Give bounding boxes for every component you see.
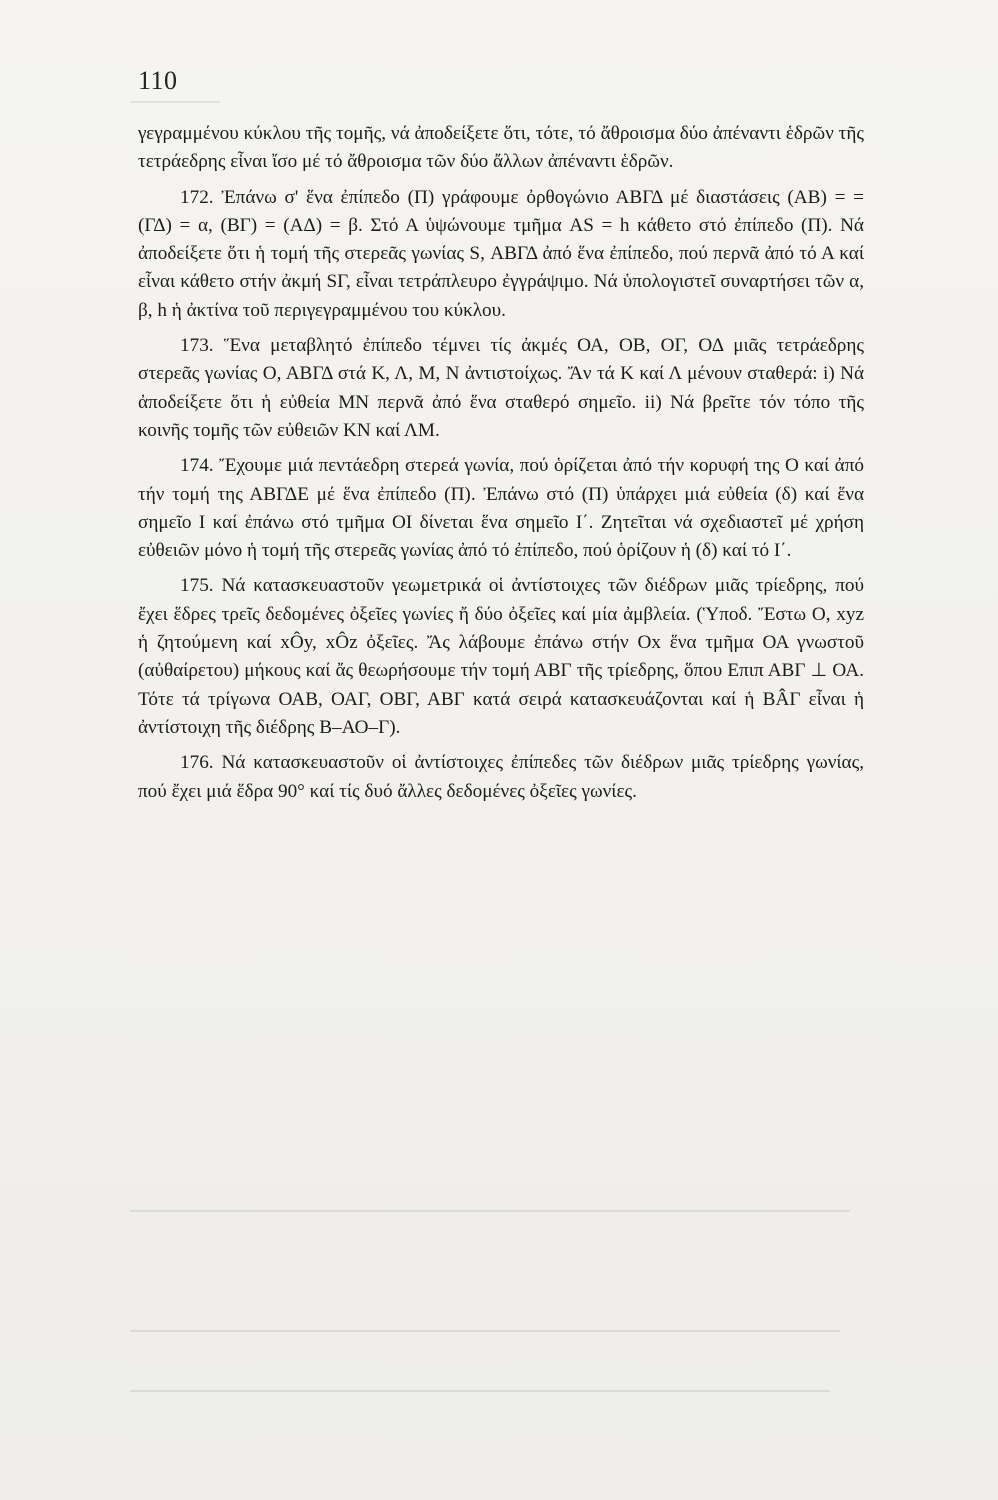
bleed-through-mark — [130, 1390, 830, 1392]
exercise-172: 172. Ἐπάνω σ' ἕνα ἐπίπεδο (Π) γράφουμε ὀρθογώνιο ΑΒΓΔ μέ διαστάσεις (ΑΒ) = = (ΓΔ) = α, (ΒΓ) = (ΑΔ) = β. Στό Α ὑψώνουμε τμῆμα AS = h κάθετο στό ἐπίπεδο (Π). Νά ἀποδείξετε ὅτι ἡ τομή τῆς στερεᾶς γωνίας S, ΑΒΓΔ ἀπό ἕνα ἐπίπεδο, πού περνᾶ ἀπό τό Α καί εἶναι κάθετο στήν ἀκμή SΓ, εἶναι τετράπλευρο ἐγγράψιμο. Νά ὑπολογιστεῖ συναρτήσει τῶν α, β, h ἡ ἀκτίνα τοῦ περιγεγραμμένου του κύκλου. — [138, 186, 864, 321]
exercise-173: 173. Ἕνα μεταβλητό ἐπίπεδο τέμνει τίς ἀκμές ΟΑ, ΟΒ, ΟΓ, ΟΔ μιᾶς τετράεδρης στερεᾶς γωνίας Ο, ΑΒΓΔ στά Κ, Λ, Μ, Ν ἀντιστοίχως. Ἄν τά Κ καί Λ μένουν σταθερά: i) Νά ἀποδείξετε ὅτι ἡ εὐθεία ΜΝ περνᾶ ἀπό ἕνα σταθερό σημεῖο. ii) Νά βρεῖτε τόν τόπο τῆς κοινῆς τομῆς τῶν εὐθειῶν ΚΝ καί ΛΜ. — [138, 335, 864, 441]
exercise-175: 175. Νά κατασκευαστοῦν γεωμετρικά οἱ ἀντίστοιχες τῶν διέδρων μιᾶς τρίεδρης, πού ἔχει ἕδρες τρεῖς δεδομένες ὀξεῖες γωνίες ἤ δύο ὀξεῖες καί μία ἀμβλεία. (Ὑποδ. Ἔστω Ο, xyz ἡ ζητούμενη καί xÔy, xÔz ὀξεῖες. Ἄς λάβουμε ἐπάνω στήν Οx ἕνα τμῆμα ΟΑ γνωστοῦ (αὐθαίρετου) μήκους καί ἄς θεωρήσουμε τήν τομή ΑΒΓ τῆς τρίεδρης, ὅπου Επιπ ΑΒΓ ⊥ ΟΑ. Τότε τά τρίγωνα ΟΑΒ, ΟΑΓ, ΟΒΓ, ΑΒΓ κατά σειρά κατασκευάζονται καί ἡ ΒÂΓ εἶναι ἡ ἀντίστοιχη τῆς διέδρης Β–ΑΟ–Γ). — [138, 575, 864, 738]
page-body — [138, 120, 864, 813]
bleed-through-mark — [130, 1210, 850, 1212]
bleed-through-mark — [130, 101, 220, 103]
bleed-through-mark — [130, 1330, 840, 1332]
exercise-174: 174. Ἔχουμε μιά πεντάεδρη στερεά γωνία, πού ὁρίζεται ἀπό τήν κορυφή της Ο καί ἀπό τήν τομή της ΑΒΓΔΕ μέ ἕνα ἐπίπεδο (Π). Ἐπάνω στό (Π) ὑπάρχει μιά εὐθεία (δ) καί ἕνα σημεῖο Ι καί ἐπάνω στό τμῆμα ΟΙ δίνεται ἕνα σημεῖο Ι΄. Ζητεῖται νά σχεδιαστεῖ μέ χρήση εὐθειῶν μόνο ἡ τομή τῆς στερεᾶς γωνίας ἀπό τό ἐπίπεδο, πού ὁρίζουν ἡ (δ) καί τό Ι΄. — [138, 455, 864, 562]
paragraph-continuation: γεγραμμένου κύκλου τῆς τομῆς, νά ἀποδείξετε ὅτι, τότε, τό ἄθροισμα δύο ἀπέναντι ἑδρῶν τῆς τετράεδρης εἶναι ἴσο μέ τό ἄθροισμα τῶν δύο ἄλλων ἀπέναντι ἑδρῶν. — [138, 123, 864, 173]
page-number: 110 — [138, 66, 178, 95]
exercise-176: 176. Νά κατασκευαστοῦν οἱ ἀντίστοιχες ἐπίπεδες τῶν διέδρων μιᾶς τρίεδρης γωνίας, πού ἔχει μιά ἕδρα 90° καί τίς δυό ἄλλες δεδομένες ὀξεῖες γωνίες. — [138, 752, 864, 802]
